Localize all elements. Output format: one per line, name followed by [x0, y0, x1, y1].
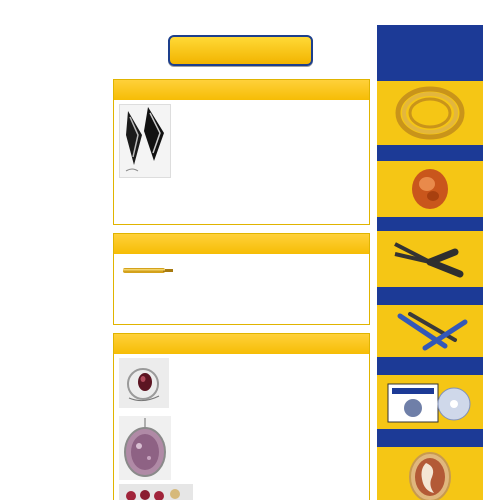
cabochons-ad[interactable] — [377, 217, 483, 231]
beaded-bracelet-thumbnail[interactable] — [119, 484, 193, 500]
cabochon-pendant-image — [119, 416, 171, 480]
cabochon-stone-icon — [405, 164, 455, 214]
pliers-image[interactable] — [377, 231, 483, 287]
kits-ad[interactable] — [377, 357, 483, 375]
kit-box-icon — [382, 378, 478, 426]
jewelry-supplies-ad[interactable] — [377, 25, 483, 81]
tool-set-image[interactable] — [377, 305, 483, 357]
cabochon-pendant-thumbnail[interactable] — [119, 416, 171, 480]
beaded-bracelet-image — [119, 484, 193, 500]
supplies-ad-column — [377, 25, 483, 500]
cabochon-image[interactable] — [377, 161, 483, 217]
video-tips-heading — [114, 334, 369, 354]
slave-bracelet-image — [119, 358, 169, 408]
pin-vise-image[interactable] — [119, 259, 177, 281]
weekly-special-panel — [113, 233, 370, 325]
pliers-icon — [385, 234, 475, 284]
obsidian-set-image — [120, 105, 172, 179]
main-content — [113, 0, 370, 500]
tool-set-icon — [385, 308, 475, 354]
tools-ad[interactable] — [377, 287, 483, 305]
slave-bracelet-thumbnail[interactable] — [119, 358, 169, 408]
dvds-ad[interactable] — [377, 429, 483, 447]
left-sidebar — [11, 0, 106, 500]
get-started-button[interactable] — [168, 35, 313, 66]
weekly-special-heading — [114, 234, 369, 254]
wire-coil-image[interactable] — [377, 81, 483, 145]
wire-ad[interactable] — [377, 145, 483, 161]
design-thumbnail[interactable] — [119, 104, 171, 178]
wire-coil-icon — [390, 83, 470, 143]
kit-box-image[interactable] — [377, 375, 483, 429]
design-of-week-panel — [113, 79, 370, 225]
video-tips-panel — [113, 333, 370, 500]
design-of-week-heading — [114, 80, 369, 100]
cameo-image[interactable] — [377, 447, 483, 500]
pin-vise-icon — [119, 259, 177, 281]
cameo-icon — [400, 447, 460, 500]
